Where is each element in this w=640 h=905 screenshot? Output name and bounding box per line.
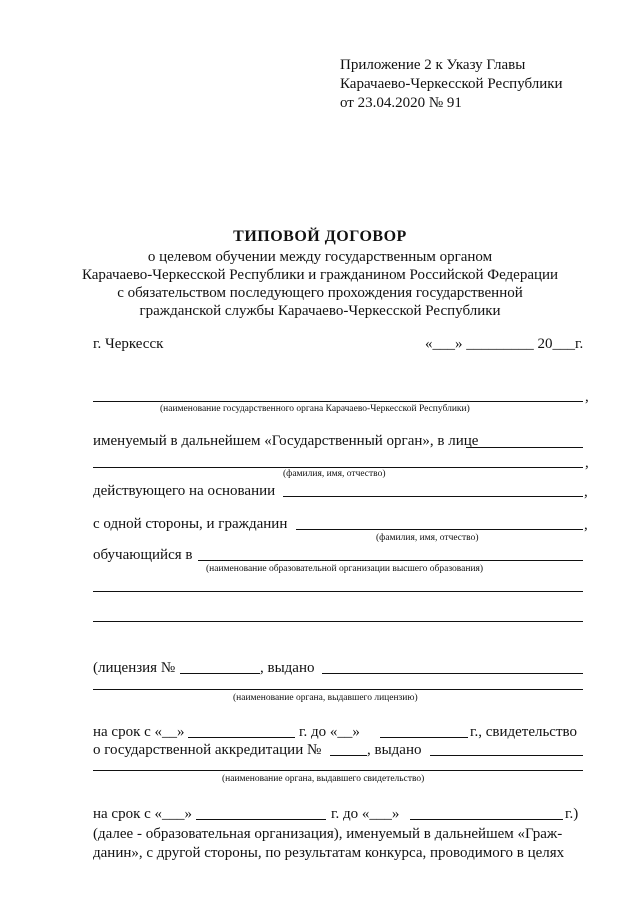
contract-city: г. Черкесск	[93, 336, 164, 352]
paragraph-line-2: данин», с другой стороны, по результатам конкурса, проводимого в целях	[93, 845, 565, 861]
term1-year: г. до «__»	[299, 724, 360, 740]
comma: ,	[584, 517, 588, 533]
comma: ,	[585, 455, 589, 471]
term2-year: г. до «___»	[331, 806, 400, 822]
edu-org-field-line-2[interactable]	[93, 591, 583, 592]
comma: ,	[584, 484, 588, 500]
comma: ,	[585, 389, 589, 405]
accreditation-issued-by: , выдано	[367, 742, 422, 758]
license-issuer-field-line[interactable]	[322, 673, 583, 674]
license-number-field-line[interactable]	[180, 673, 260, 674]
title-subtitle-4: гражданской службы Карачаево-Черкесской Республики	[139, 303, 501, 319]
org-name-field-line[interactable]	[93, 401, 583, 402]
appendix-line-1: Приложение 2 к Указу Главы	[340, 57, 526, 73]
caption-edu-org: (наименование образовательной организации высшего образования)	[206, 564, 484, 574]
license-issued-by: , выдано	[260, 660, 315, 676]
caption-fio-1: (фамилия, имя, отчество)	[283, 469, 386, 479]
term1-to-field-line[interactable]	[380, 737, 468, 738]
basis-field-line[interactable]	[283, 496, 583, 497]
license-label: (лицензия №	[93, 660, 176, 676]
caption-org-name: (наименование государственного органа Карачаево-Черкесской Республики)	[160, 404, 470, 414]
representative-field-line[interactable]	[466, 447, 583, 448]
term2-from: на срок с «___»	[93, 806, 193, 822]
term2-from-field-line[interactable]	[196, 819, 326, 820]
term1-from: на срок с «__»	[93, 724, 185, 740]
paragraph-line-1: (далее - образовательная организация), именуемый в дальнейшем «Граж-	[93, 826, 563, 842]
title-subtitle-3: с обязательством последующего прохождения государственной	[117, 285, 523, 301]
studying-at-text: обучающийся в	[93, 547, 193, 563]
caption-cert-org: (наименование органа, выдавшего свидетельство)	[222, 774, 425, 784]
citizen-name-field-line[interactable]	[296, 529, 583, 530]
cert-issuer-field-line[interactable]	[430, 755, 583, 756]
cert-issuer-field-line-2[interactable]	[93, 770, 583, 771]
title-subtitle-2: Карачаево-Черкесской Республики и гражданином Российской Федерации	[81, 267, 559, 283]
edu-org-field-line[interactable]	[198, 560, 583, 561]
title-subtitle-1: о целевом обучении между государственным органом	[147, 249, 493, 265]
appendix-line-2: Карачаево-Черкесской Республики	[340, 76, 563, 92]
named-as-text: именуемый в дальнейшем «Государственный орган», в лице	[93, 433, 479, 449]
caption-fio-2: (фамилия, имя, отчество)	[376, 533, 479, 543]
term1-from-field-line[interactable]	[188, 737, 295, 738]
accreditation-text: о государственной аккредитации №	[93, 742, 322, 758]
appendix-line-3: от 23.04.2020 № 91	[340, 95, 462, 111]
term1-cert: г., свидетельство	[470, 724, 577, 740]
term2-end: г.)	[565, 806, 579, 822]
representative-name-field-line[interactable]	[93, 467, 583, 468]
caption-license-org: (наименование органа, выдавшего лицензию)	[233, 693, 418, 703]
license-issuer-field-line-2[interactable]	[93, 689, 583, 690]
edu-org-field-line-3[interactable]	[93, 621, 583, 622]
accreditation-number-field-line[interactable]	[330, 755, 367, 756]
acting-basis-text: действующего на основании	[93, 483, 276, 499]
contract-date: «___» _________ 20___г.	[425, 336, 584, 352]
document-title: ТИПОВОЙ ДОГОВОР	[233, 228, 407, 245]
term2-to-field-line[interactable]	[410, 819, 563, 820]
one-side-text: с одной стороны, и гражданин	[93, 516, 288, 532]
